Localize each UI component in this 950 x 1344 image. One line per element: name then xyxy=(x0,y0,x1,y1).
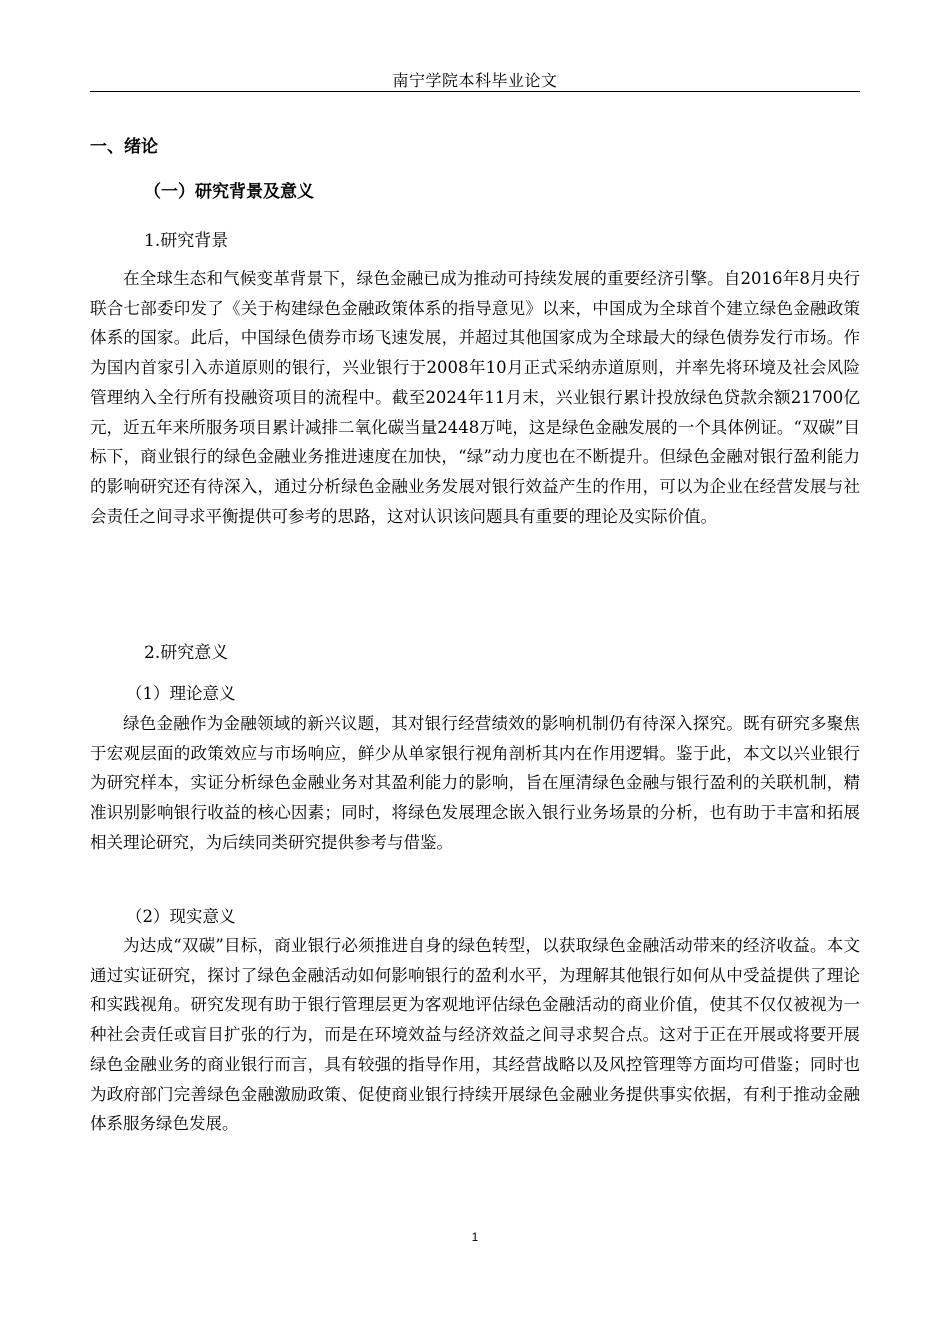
practical-significance-heading: （2）现实意义 xyxy=(126,907,236,926)
page-header-title: 南宁学院本科毕业论文 xyxy=(392,71,558,90)
theory-significance-heading: （1）理论意义 xyxy=(126,684,236,703)
section-heading: （一）研究背景及意义 xyxy=(144,182,314,202)
theory-significance-paragraph: 绿色金融作为金融领域的新兴议题，其对银行经营绩效的影响机制仍有待深入探究。既有研究多聚焦于宏观层面的政策效应与市场响应，鲜少从单家银行视角剖析其内在作用逻辑。鉴于此，本文以兴业银行为研究样本，实证分析绿色金融业务对其盈利能力的影响，旨在厘清绿色金融与银行盈利的关联机制，精准识别影响银行收益的核心因素；同时，将绿色发展理念嵌入银行业务场景的分析，也有助于丰富和拓展相关理论研究，为后续同类研究提供参考与借鉴。 xyxy=(90,714,860,852)
subsection-heading-significance: 2.研究意义 xyxy=(144,643,229,663)
page-number: 1 xyxy=(471,1230,479,1244)
header-divider xyxy=(90,91,860,92)
practical-significance-paragraph: 为达成“双碳”目标，商业银行必须推进自身的绿色转型，以获取绿色金融活动带来的经济收益。本文通过实证研究，探讨了绿色金融活动如何影响银行的盈利水平，为理解其他银行如何从中受益提供了理论和实践视角。研究发现有助于银行管理层更为客观地评估绿色金融活动的商业价值，使其不仅仅被视为一种社会责任或盲目扩张的行为，而是在环境效益与经济效益之间寻求契合点。这对于正在开展或将要开展绿色金融业务的商业银行而言，具有较强的指导作用，其经营战略以及风控管理等方面均可借鉴；同时也为政府部门完善绿色金融激励政策、促使商业银行持续开展绿色金融业务提供事实依据，有利于推动金融体系服务绿色发展。 xyxy=(90,936,860,1134)
chapter-heading: 一、绪论 xyxy=(90,137,158,157)
subsection-heading-background: 1.研究背景 xyxy=(144,231,229,251)
background-paragraph: 在全球生态和气候变革背景下，绿色金融已成为推动可持续发展的重要经济引擎。自2016年8月央行联合七部委印发了《关于构建绿色金融政策体系的指导意见》以来，中国成为全球首个建立绿色金融政策体系的国家。此后，中国绿色债券市场飞速发展，并超过其他国家成为全球最大的绿色债券发行市场。作为国内首家引入赤道原则的银行，兴业银行于2008年10月正式采纳赤道原则，并率先将环境及社会风险管理纳入全行所有投融资项目的流程中。截至2024年11月末，兴业银行累计投放绿色贷款余额21700亿元，近五年来所服务项目累计减排二氧化碳当量2448万吨，这是绿色金融发展的一个具体例证。“双碳”目标下，商业银行的绿色金融业务推进速度在加快，“绿”动力度也在不断提升。但绿色金融对银行盈利能力的影响研究还有待深入，通过分析绿色金融业务发展对银行效益产生的作用，可以为企业在经营发展与社会责任之间寻求平衡提供可参考的思路，这对认识该问题具有重要的理论及实际价值。 xyxy=(90,269,860,526)
